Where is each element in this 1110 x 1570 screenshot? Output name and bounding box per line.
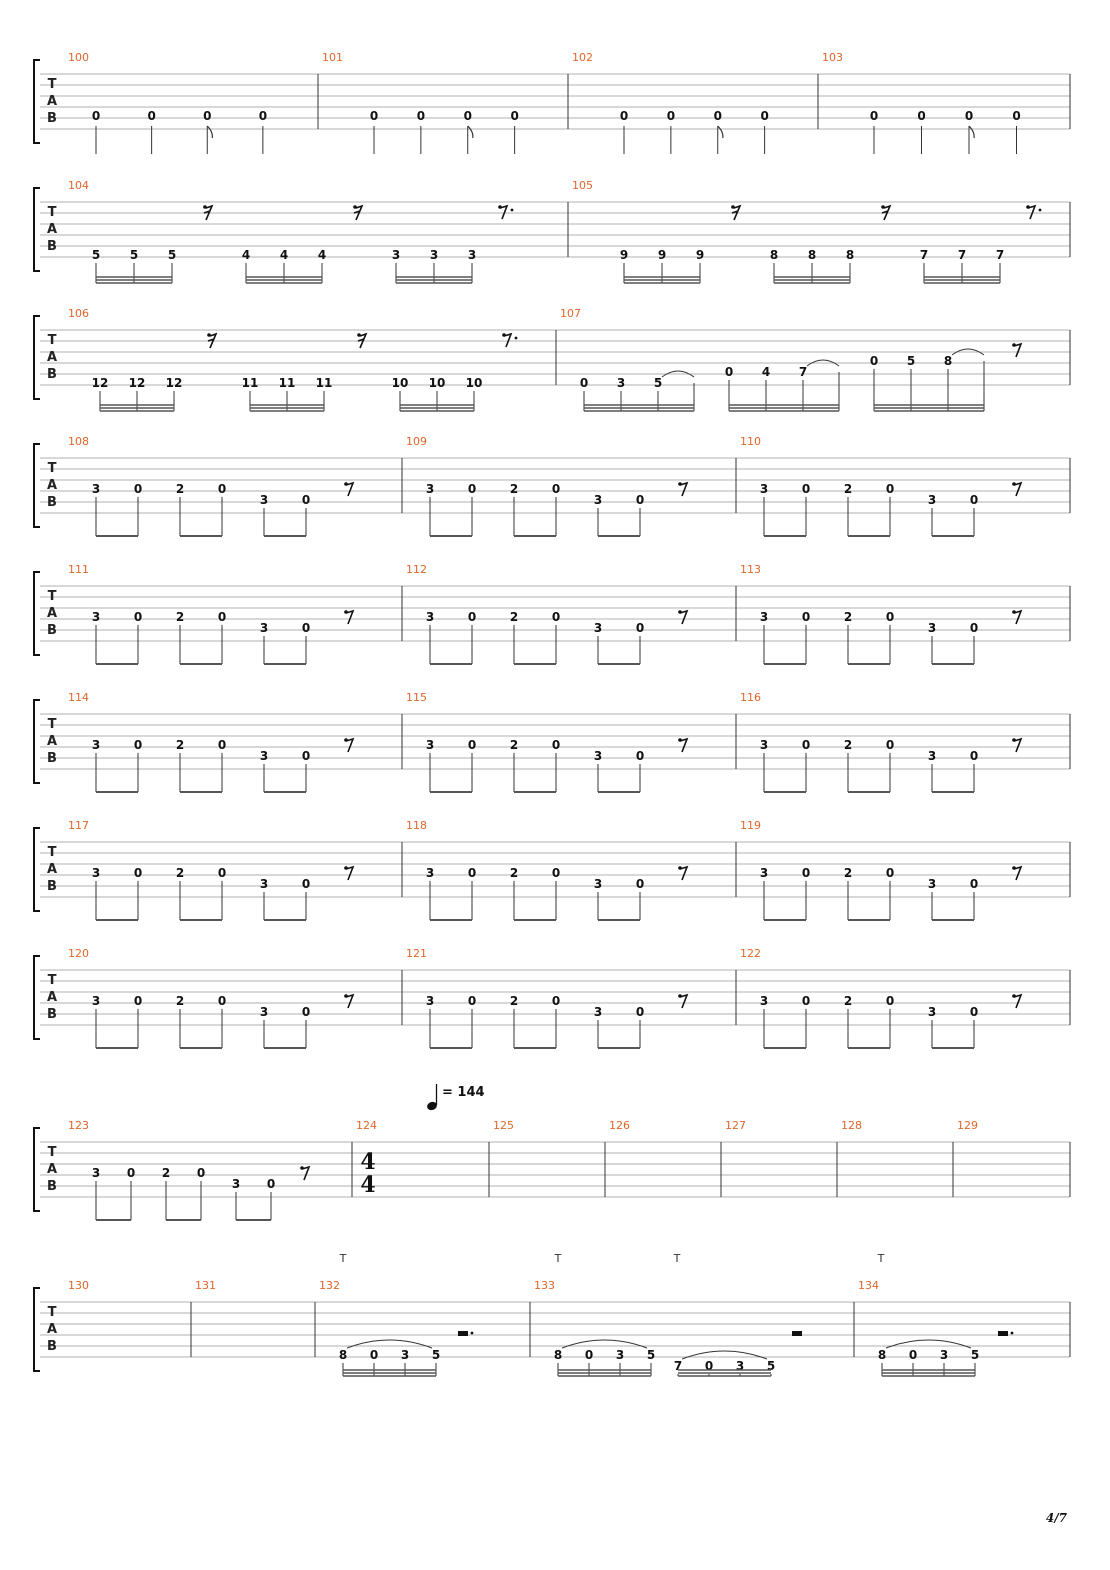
fret-number: 3 <box>593 749 603 763</box>
measure-number: 129 <box>957 1119 978 1132</box>
fret-number: 4 <box>279 248 289 262</box>
tab-label-a: A <box>46 1322 58 1337</box>
fret-number: 0 <box>760 109 769 123</box>
fret-number: 0 <box>217 866 227 880</box>
fret-number: 0 <box>885 866 895 880</box>
system-bracket <box>34 1128 40 1211</box>
fret-number: 3 <box>425 866 435 880</box>
system-bracket <box>34 572 40 655</box>
rest-dot-head <box>300 1166 304 1170</box>
fret-number: 3 <box>259 749 269 763</box>
rest-augmentation-dot <box>511 209 514 212</box>
fret-number: 8 <box>553 1348 563 1362</box>
tap-mark: T <box>877 1252 885 1265</box>
measure-number: 123 <box>68 1119 89 1132</box>
slur-arc <box>562 1340 647 1348</box>
fret-number: 0 <box>666 109 676 123</box>
fret-number: 3 <box>425 482 435 496</box>
fret-number: 3 <box>759 994 769 1008</box>
fret-number: 3 <box>927 621 937 635</box>
fret-number: 0 <box>801 866 811 880</box>
fret-number: 0 <box>801 482 811 496</box>
fret-number: 0 <box>217 994 227 1008</box>
fret-number: 2 <box>843 482 853 496</box>
fret-number: 2 <box>175 994 185 1008</box>
fret-number: 0 <box>885 482 895 496</box>
fret-number: 3 <box>616 376 626 390</box>
measure-number: 132 <box>319 1279 340 1292</box>
rest-dot-head <box>207 333 211 337</box>
tab-label-t: T <box>47 589 57 604</box>
fret-number: 2 <box>175 610 185 624</box>
measure-number: 130 <box>68 1279 89 1292</box>
fret-number: 8 <box>845 248 855 262</box>
fret-number: 0 <box>467 866 477 880</box>
fret-number: 0 <box>969 621 979 635</box>
fret-number: 2 <box>843 738 853 752</box>
rest-dot-head <box>344 482 348 486</box>
rest-dot-head <box>353 205 357 209</box>
fret-number: 3 <box>927 877 937 891</box>
fret-number: 3 <box>593 493 603 507</box>
measure-number: 131 <box>195 1279 216 1292</box>
measure-number: 100 <box>68 51 89 64</box>
measure-number: 124 <box>356 1119 377 1132</box>
fret-number: 3 <box>593 1005 603 1019</box>
fret-number: 0 <box>551 994 561 1008</box>
system-bracket <box>34 444 40 527</box>
fret-number: 3 <box>259 877 269 891</box>
fret-number: 0 <box>969 1005 979 1019</box>
half-rest <box>792 1331 802 1336</box>
half-rest <box>458 1331 468 1336</box>
measure-number: 105 <box>572 179 593 192</box>
fret-number: 2 <box>509 482 519 496</box>
fret-number: 0 <box>467 994 477 1008</box>
fret-number: 3 <box>425 610 435 624</box>
fret-number: 2 <box>161 1166 171 1180</box>
fret-number: 0 <box>885 738 895 752</box>
fret-number: 0 <box>969 493 979 507</box>
fret-number: 9 <box>657 248 667 262</box>
fret-number: 10 <box>391 376 409 390</box>
fret-number: 2 <box>843 994 853 1008</box>
fret-number: 10 <box>428 376 446 390</box>
rest-augmentation-dot <box>1039 209 1042 212</box>
fret-number: 3 <box>91 610 101 624</box>
fret-number: 0 <box>724 365 734 379</box>
measure-number: 122 <box>740 947 761 960</box>
rest-dot-head <box>678 610 682 614</box>
tab-label-a: A <box>46 862 58 877</box>
fret-number: 3 <box>593 877 603 891</box>
tab-label-t: T <box>47 77 57 92</box>
fret-number: 4 <box>241 248 251 262</box>
fret-number: 7 <box>995 248 1005 262</box>
fret-number: 2 <box>175 738 185 752</box>
measure-number: 106 <box>68 307 89 320</box>
fret-number: 0 <box>258 109 268 123</box>
system-bracket <box>34 700 40 783</box>
fret-number: 3 <box>615 1348 625 1362</box>
rest-dot-head <box>1012 482 1016 486</box>
time-signature-top: 4 <box>360 1149 376 1175</box>
fret-number: 5 <box>431 1348 441 1362</box>
fret-number: 0 <box>551 738 561 752</box>
system-bracket <box>34 60 40 143</box>
fret-number: 3 <box>91 482 101 496</box>
fret-number: 3 <box>91 866 101 880</box>
fret-number: 0 <box>203 109 212 123</box>
fret-number: 3 <box>391 248 401 262</box>
tab-label-t: T <box>47 461 57 476</box>
slur-arc <box>347 1340 432 1348</box>
fret-number: 3 <box>91 1166 101 1180</box>
tap-mark: T <box>554 1252 562 1265</box>
fret-number: 8 <box>877 1348 887 1362</box>
rest-dot-head <box>498 205 502 209</box>
fret-number: 0 <box>969 877 979 891</box>
measure-number: 111 <box>68 563 89 576</box>
measure-number: 128 <box>841 1119 862 1132</box>
fret-number: 3 <box>425 738 435 752</box>
tab-label-t: T <box>47 1305 57 1320</box>
fret-number: 2 <box>509 610 519 624</box>
fret-number: 0 <box>91 109 101 123</box>
rest-dot-head <box>502 333 506 337</box>
fret-number: 4 <box>761 365 771 379</box>
fret-number: 8 <box>769 248 779 262</box>
tab-label-b: B <box>47 495 57 510</box>
fret-number: 0 <box>964 109 974 123</box>
fret-number: 0 <box>217 738 227 752</box>
measure-number: 109 <box>406 435 427 448</box>
tab-label-a: A <box>46 222 58 237</box>
fret-number: 3 <box>259 1005 269 1019</box>
measure-number: 121 <box>406 947 427 960</box>
tab-label-b: B <box>47 1007 57 1022</box>
tap-mark: T <box>339 1252 347 1265</box>
tab-label-a: A <box>46 350 58 365</box>
fret-number: 3 <box>231 1177 241 1191</box>
fret-number: 0 <box>196 1166 206 1180</box>
rest-dot-head <box>1012 610 1016 614</box>
tab-label-t: T <box>47 1145 57 1160</box>
fret-number: 0 <box>126 1166 136 1180</box>
fret-number: 3 <box>259 621 269 635</box>
tab-label-t: T <box>47 333 57 348</box>
measure-number: 126 <box>609 1119 630 1132</box>
tab-label-b: B <box>47 623 57 638</box>
slur-arc <box>682 1351 767 1359</box>
slur-arc <box>886 1340 971 1348</box>
fret-number: 2 <box>509 994 519 1008</box>
fret-number: 5 <box>970 1348 980 1362</box>
measure-number: 117 <box>68 819 89 832</box>
tab-label-t: T <box>47 973 57 988</box>
fret-number: 4 <box>317 248 327 262</box>
fret-number: 0 <box>885 994 895 1008</box>
rest-augmentation-dot <box>515 337 518 340</box>
tab-label-b: B <box>47 367 57 382</box>
fret-number: 0 <box>133 866 143 880</box>
fret-number: 8 <box>338 1348 348 1362</box>
system-bracket <box>34 316 40 399</box>
fret-number: 0 <box>635 749 645 763</box>
fret-number: 11 <box>278 376 296 390</box>
measure-number: 104 <box>68 179 89 192</box>
fret-number: 3 <box>927 1005 937 1019</box>
note-flag <box>468 126 473 138</box>
measure-number: 127 <box>725 1119 746 1132</box>
tap-mark: T <box>673 1252 681 1265</box>
fret-number: 8 <box>943 354 953 368</box>
fret-number: 0 <box>301 1005 311 1019</box>
fret-number: 0 <box>635 877 645 891</box>
fret-number: 0 <box>467 738 477 752</box>
fret-number: 3 <box>91 994 101 1008</box>
half-rest <box>998 1331 1008 1336</box>
system-bracket <box>34 1288 40 1371</box>
measure-number: 125 <box>493 1119 514 1132</box>
fret-number: 0 <box>635 621 645 635</box>
tab-label-b: B <box>47 239 57 254</box>
fret-number: 3 <box>425 994 435 1008</box>
fret-number: 7 <box>957 248 967 262</box>
fret-number: 7 <box>798 365 808 379</box>
fret-number: 0 <box>369 109 379 123</box>
tab-label-a: A <box>46 94 58 109</box>
fret-number: 5 <box>906 354 916 368</box>
fret-number: 0 <box>908 1348 918 1362</box>
measure-number: 108 <box>68 435 89 448</box>
tab-label-a: A <box>46 606 58 621</box>
fret-number: 2 <box>175 482 185 496</box>
fret-number: 0 <box>217 610 227 624</box>
fret-number: 0 <box>579 376 589 390</box>
fret-number: 5 <box>766 1359 776 1373</box>
fret-number: 0 <box>510 109 519 123</box>
fret-number: 5 <box>129 248 139 262</box>
rest-dot-head <box>344 738 348 742</box>
fret-number: 0 <box>885 610 895 624</box>
fret-number: 3 <box>593 621 603 635</box>
fret-number: 3 <box>759 738 769 752</box>
fret-number: 2 <box>843 610 853 624</box>
rest-dot-head <box>1012 343 1016 347</box>
fret-number: 0 <box>266 1177 276 1191</box>
measure-number: 134 <box>858 1279 879 1292</box>
measure-number: 107 <box>560 307 581 320</box>
fret-number: 0 <box>301 493 311 507</box>
fret-number: 2 <box>509 738 519 752</box>
fret-number: 0 <box>551 482 561 496</box>
tab-label-b: B <box>47 879 57 894</box>
fret-number: 11 <box>315 376 333 390</box>
fret-number: 3 <box>735 1359 745 1373</box>
fret-number: 3 <box>400 1348 410 1362</box>
fret-number: 3 <box>759 482 769 496</box>
page-number: 4/7 <box>1045 1511 1067 1525</box>
fret-number: 0 <box>704 1359 714 1373</box>
rest-dot-head <box>731 205 735 209</box>
fret-number: 5 <box>646 1348 656 1362</box>
system-bracket <box>34 828 40 911</box>
fret-number: 0 <box>467 610 477 624</box>
fret-number: 3 <box>467 248 477 262</box>
fret-number: 8 <box>807 248 817 262</box>
rest-dot-head <box>357 333 361 337</box>
fret-number: 0 <box>584 1348 594 1362</box>
fret-number: 5 <box>653 376 663 390</box>
rest-augmentation-dot <box>1011 1332 1014 1335</box>
note-flag <box>718 126 723 138</box>
system-bracket <box>34 956 40 1039</box>
rest-dot-head <box>1012 994 1016 998</box>
fret-number: 0 <box>635 1005 645 1019</box>
note-flag <box>207 126 212 138</box>
fret-number: 0 <box>869 109 879 123</box>
fret-number: 0 <box>801 994 811 1008</box>
time-signature-bottom: 4 <box>360 1172 376 1198</box>
fret-number: 0 <box>467 482 477 496</box>
fret-number: 0 <box>619 109 629 123</box>
fret-number: 11 <box>241 376 259 390</box>
fret-number: 2 <box>843 866 853 880</box>
rest-dot-head <box>881 205 885 209</box>
fret-number: 5 <box>167 248 177 262</box>
tab-label-b: B <box>47 1339 57 1354</box>
tab-label-t: T <box>47 845 57 860</box>
note-flag <box>969 126 974 138</box>
fret-number: 0 <box>133 994 143 1008</box>
rest-dot-head <box>678 994 682 998</box>
fret-number: 3 <box>259 493 269 507</box>
fret-number: 0 <box>869 354 879 368</box>
fret-number: 0 <box>969 749 979 763</box>
fret-number: 0 <box>801 610 811 624</box>
fret-number: 9 <box>619 248 629 262</box>
measure-number: 113 <box>740 563 761 576</box>
fret-number: 0 <box>463 109 472 123</box>
measure-number: 118 <box>406 819 427 832</box>
fret-number: 10 <box>465 376 483 390</box>
fret-number: 3 <box>91 738 101 752</box>
fret-number: 7 <box>673 1359 683 1373</box>
tab-label-b: B <box>47 751 57 766</box>
fret-number: 7 <box>919 248 929 262</box>
measure-number: 112 <box>406 563 427 576</box>
fret-number: 0 <box>133 610 143 624</box>
fret-number: 0 <box>1012 109 1021 123</box>
tab-label-a: A <box>46 478 58 493</box>
fret-number: 3 <box>759 610 769 624</box>
fret-number: 12 <box>128 376 146 390</box>
tab-label-a: A <box>46 734 58 749</box>
fret-number: 0 <box>301 621 311 635</box>
fret-number: 3 <box>927 493 937 507</box>
tempo-marking: = 144 <box>442 1085 485 1100</box>
rest-dot-head <box>678 738 682 742</box>
fret-number: 0 <box>713 109 722 123</box>
fret-number: 12 <box>91 376 109 390</box>
rest-dot-head <box>1012 738 1016 742</box>
rest-dot-head <box>1026 205 1030 209</box>
fret-number: 0 <box>301 877 311 891</box>
rest-dot-head <box>1012 866 1016 870</box>
fret-number: 3 <box>939 1348 949 1362</box>
fret-number: 2 <box>175 866 185 880</box>
measure-number: 110 <box>740 435 761 448</box>
tab-label-a: A <box>46 1162 58 1177</box>
tab-label-b: B <box>47 1179 57 1194</box>
fret-number: 0 <box>147 109 156 123</box>
rest-dot-head <box>344 610 348 614</box>
rest-dot-head <box>344 994 348 998</box>
fret-number: 12 <box>165 376 183 390</box>
fret-number: 0 <box>635 493 645 507</box>
fret-number: 0 <box>416 109 426 123</box>
fret-number: 0 <box>801 738 811 752</box>
tab-label-b: B <box>47 111 57 126</box>
fret-number: 0 <box>917 109 926 123</box>
measure-number: 116 <box>740 691 761 704</box>
fret-number: 2 <box>509 866 519 880</box>
rest-dot-head <box>678 482 682 486</box>
rest-dot-head <box>678 866 682 870</box>
tab-label-t: T <box>47 717 57 732</box>
fret-number: 3 <box>927 749 937 763</box>
measure-number: 133 <box>534 1279 555 1292</box>
fret-number: 0 <box>551 866 561 880</box>
fret-number: 9 <box>695 248 705 262</box>
system-bracket <box>34 188 40 271</box>
fret-number: 0 <box>551 610 561 624</box>
measure-number: 103 <box>822 51 843 64</box>
tab-label-t: T <box>47 205 57 220</box>
fret-number: 3 <box>759 866 769 880</box>
fret-number: 0 <box>133 482 143 496</box>
fret-number: 3 <box>429 248 439 262</box>
measure-number: 114 <box>68 691 89 704</box>
rest-augmentation-dot <box>471 1332 474 1335</box>
fret-number: 0 <box>217 482 227 496</box>
fret-number: 5 <box>91 248 101 262</box>
measure-number: 102 <box>572 51 593 64</box>
fret-number: 0 <box>133 738 143 752</box>
measure-number: 101 <box>322 51 343 64</box>
tab-label-a: A <box>46 990 58 1005</box>
measure-number: 119 <box>740 819 761 832</box>
measure-number: 120 <box>68 947 89 960</box>
measure-number: 115 <box>406 691 427 704</box>
fret-number: 0 <box>369 1348 379 1362</box>
rest-dot-head <box>203 205 207 209</box>
rest-dot-head <box>344 866 348 870</box>
fret-number: 0 <box>301 749 311 763</box>
